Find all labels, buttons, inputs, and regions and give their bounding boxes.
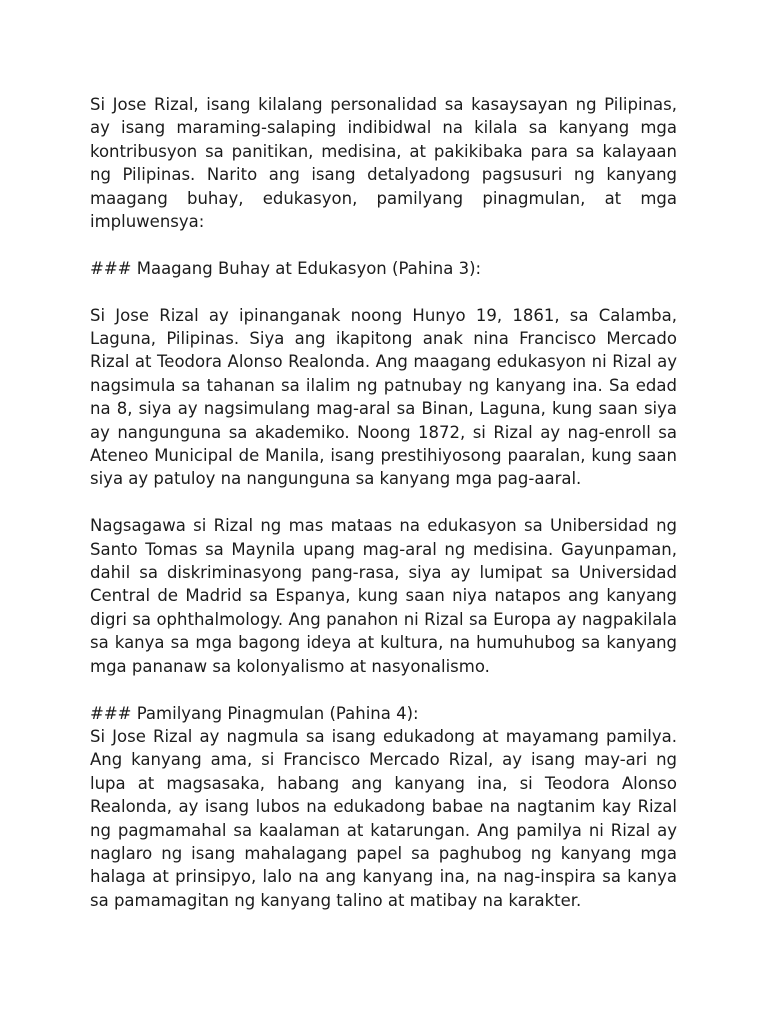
early-life-paragraph: Si Jose Rizal ay ipinanganak noong Hunyo 19, 1861, sa Calamba, Laguna, Pilipinas. Siya ang ikapitong anak nina Francisco Mercado Rizal at Teodora Alonso Realonda. Ang maagang edukasyon ni Rizal ay nagsimula sa tahanan sa ilalim ng patnubay ng kanyang ina. Sa edad na 8, siya ay nagsimulang mag-aral sa Binan, Laguna, kung saan siya ay nangunguna sa akademiko. Noong 1872, si Rizal ay nag-enroll sa Ateneo Municipal de Manila, isang prestihiyosong paaralan, kung saan siya ay patuloy na nangunguna sa kanyang mga pag-aaral. — [90, 305, 677, 489]
paragraph-spacer — [90, 491, 677, 514]
section-heading-family: ### Pamilyang Pinagmulan (Pahina 4): — [90, 703, 419, 723]
paragraph-spacer — [90, 280, 677, 303]
paragraph-spacer — [90, 233, 677, 256]
section-heading-early-life: ### Maagang Buhay at Edukasyon (Pahina 3): — [90, 258, 482, 278]
higher-education-paragraph: Nagsagawa si Rizal ng mas mataas na edukasyon sa Unibersidad ng Santo Tomas sa Maynila upang mag-aral ng medisina. Gayunpaman, dahil sa diskriminasyong pang-rasa, siya ay lumipat sa Universidad Central de Madrid sa Espanya, kung saan niya natapos ang kanyang digri sa ophthalmology. Ang panahon ni Rizal sa Europa ay nagpakilala sa kanya sa mga bagong ideya at kultura, na humuhubog sa kanyang mga pananaw sa kolonyalismo at nasyonalismo. — [90, 516, 677, 676]
family-background-paragraph: Si Jose Rizal ay nagmula sa isang edukadong at mayamang pamilya. Ang kanyang ama, si Francisco Mercado Rizal, ay isang may-ari ng lupa at magsasaka, habang ang kanyang ina, si Teodora Alonso Realonda, ay isang lubos na edukadong babae na nagtanim kay Rizal ng pagmamahal sa kaalaman at katarungan. Ang pamilya ni Rizal ay naglaro ng isang mahalagang papel sa paghubog ng kanyang mga halaga at prinsipyo, lalo na ang kanyang ina, na nag-inspira sa kanya sa pamamagitan ng kanyang talino at matibay na karakter. — [90, 726, 677, 910]
paragraph-spacer — [90, 678, 677, 701]
intro-paragraph: Si Jose Rizal, isang kilalang personalidad sa kasaysayan ng Pilipinas, ay isang maraming-salaping indibidwal na kilala sa kanyang mga kontribusyon sa panitikan, medisina, at pakikibaka para sa kalayaan ng Pilipinas. Narito ang isang detalyadong pagsusuri ng kanyang maagang buhay, edukasyon, pamilyang pinagmulan, at mga impluwensya: — [90, 95, 677, 232]
